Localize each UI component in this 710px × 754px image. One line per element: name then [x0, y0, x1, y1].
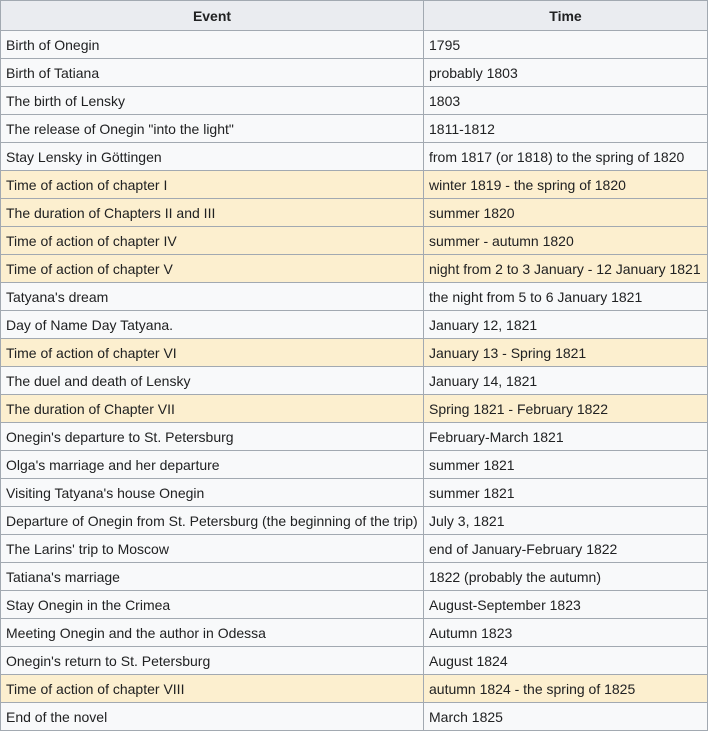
table-row: [1, 87, 708, 115]
event-cell: The release of Onegin "into the light": [1, 115, 424, 143]
table-row: [1, 647, 708, 675]
table-row: [1, 171, 708, 199]
table-row: [1, 423, 708, 451]
event-cell: End of the novel: [1, 703, 424, 731]
time-cell: summer 1821: [424, 451, 708, 479]
time-cell: Autumn 1823: [424, 619, 708, 647]
event-cell: The duel and death of Lensky: [1, 367, 424, 395]
event-cell: Time of action of chapter VIII: [1, 675, 424, 703]
time-cell: January 13 - Spring 1821: [424, 339, 708, 367]
event-cell: Tatiana's marriage: [1, 563, 424, 591]
event-cell: Time of action of chapter I: [1, 171, 424, 199]
time-cell: winter 1819 - the spring of 1820: [424, 171, 708, 199]
table-row: [1, 339, 708, 367]
event-cell: Olga's marriage and her departure: [1, 451, 424, 479]
time-cell: summer 1821: [424, 479, 708, 507]
time-cell: end of January-February 1822: [424, 535, 708, 563]
table-row: [1, 535, 708, 563]
time-cell: January 12, 1821: [424, 311, 708, 339]
event-cell: Birth of Onegin: [1, 31, 424, 59]
table-row: [1, 591, 708, 619]
table-row: [1, 283, 708, 311]
table-row: [1, 311, 708, 339]
table-row: [1, 199, 708, 227]
time-cell: summer - autumn 1820: [424, 227, 708, 255]
table-row: [1, 59, 708, 87]
table-row: [1, 563, 708, 591]
event-cell: Time of action of chapter V: [1, 255, 424, 283]
table-row: [1, 479, 708, 507]
time-cell: from 1817 (or 1818) to the spring of 1820: [424, 143, 708, 171]
event-cell: The birth of Lensky: [1, 87, 424, 115]
time-cell: January 14, 1821: [424, 367, 708, 395]
time-cell: February-March 1821: [424, 423, 708, 451]
column-header-time[interactable]: Time: [424, 1, 708, 31]
event-cell: The duration of Chapter VII: [1, 395, 424, 423]
table-header-row: [1, 1, 708, 31]
column-header-event[interactable]: Event: [1, 1, 424, 31]
table-row: [1, 31, 708, 59]
time-cell: July 3, 1821: [424, 507, 708, 535]
table-row: [1, 143, 708, 171]
table-row: [1, 703, 708, 731]
time-cell: the night from 5 to 6 January 1821: [424, 283, 708, 311]
time-cell: March 1825: [424, 703, 708, 731]
event-cell: The duration of Chapters II and III: [1, 199, 424, 227]
time-cell: autumn 1824 - the spring of 1825: [424, 675, 708, 703]
table-row: [1, 451, 708, 479]
time-cell: 1822 (probably the autumn): [424, 563, 708, 591]
table-row: [1, 507, 708, 535]
table-row: [1, 395, 708, 423]
table-row: [1, 675, 708, 703]
table-body: [1, 31, 708, 731]
event-cell: Onegin's return to St. Petersburg: [1, 647, 424, 675]
event-cell: Stay Onegin in the Crimea: [1, 591, 424, 619]
time-cell: night from 2 to 3 January - 12 January 1821: [424, 255, 708, 283]
event-cell: Birth of Tatiana: [1, 59, 424, 87]
event-cell: Time of action of chapter IV: [1, 227, 424, 255]
table-row: [1, 115, 708, 143]
time-cell: August 1824: [424, 647, 708, 675]
time-cell: August-September 1823: [424, 591, 708, 619]
time-cell: 1795: [424, 31, 708, 59]
event-cell: Visiting Tatyana's house Onegin: [1, 479, 424, 507]
time-cell: 1811-1812: [424, 115, 708, 143]
time-cell: Spring 1821 - February 1822: [424, 395, 708, 423]
event-cell: Time of action of chapter VI: [1, 339, 424, 367]
time-cell: summer 1820: [424, 199, 708, 227]
table-row: [1, 255, 708, 283]
table-row: [1, 367, 708, 395]
event-cell: Tatyana's dream: [1, 283, 424, 311]
event-cell: Meeting Onegin and the author in Odessa: [1, 619, 424, 647]
event-cell: The Larins' trip to Moscow: [1, 535, 424, 563]
event-cell: Departure of Onegin from St. Petersburg (the beginning of the trip): [1, 507, 424, 535]
table-row: [1, 619, 708, 647]
time-cell: 1803: [424, 87, 708, 115]
event-cell: Onegin's departure to St. Petersburg: [1, 423, 424, 451]
table-row: [1, 227, 708, 255]
time-cell: probably 1803: [424, 59, 708, 87]
event-cell: Day of Name Day Tatyana.: [1, 311, 424, 339]
event-cell: Stay Lensky in Göttingen: [1, 143, 424, 171]
